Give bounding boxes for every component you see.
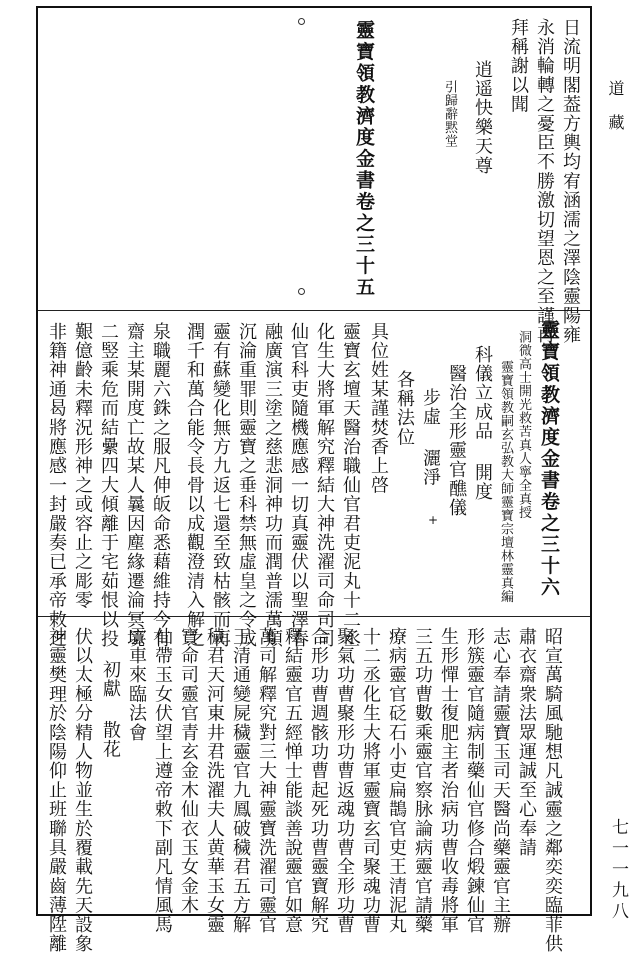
text-column: 齋主某開度亡故某人曩因塵緣遷淪冥境 xyxy=(124,322,145,649)
circle-mark xyxy=(298,288,305,295)
text-column: 化生大將軍解究釋結大神洗濯司命司司 xyxy=(314,322,335,649)
text-column: 萬司解釋究對三大神靈寶洗濯司靈官 xyxy=(256,627,277,935)
text-column: 步虛 灑淨 xyxy=(420,388,441,487)
text-column: 靈寶玄壇天醫治職仙官君吏泥丸十二丞 xyxy=(340,322,361,649)
text-column: 潤千和萬合能令長骨以成觀澄清入解之 xyxy=(184,322,205,649)
text-column: 洞微高士開光救苦真人寧全真授 xyxy=(516,330,531,519)
text-column: 拜稱謝以聞 xyxy=(508,18,529,114)
text-column: 昭宣萬騎風馳想凡誠靈之鄰奕奕臨菲供 xyxy=(542,627,563,953)
text-column: 伏以太極分精人物並生於覆載先天設象 xyxy=(72,627,93,953)
text-column: 醫治全形靈官醮儀 xyxy=(446,364,467,518)
text-column: 初獻 散花 xyxy=(100,660,121,759)
text-column: 各稱法位 xyxy=(394,370,415,447)
text-column: 生形憚士復肥主者治病功曹收毒將軍 xyxy=(438,627,459,935)
text-column: 融廣演三塗之慈悲洞神功而潤普濡萬類 xyxy=(262,322,283,649)
circle-mark xyxy=(298,18,305,25)
cross-mark: + xyxy=(428,513,439,527)
text-column: 艱億齡未釋況形神之或容止之彫零 xyxy=(72,322,93,610)
text-column: 療病靈官砭石小吏扁鵲官吏王清泥丸 xyxy=(386,627,407,935)
text-column: 穢君天河東井君洗濯夫人黄華玉女靈 xyxy=(204,627,225,935)
text-column: 志心奉請靈寶玉司天醫尚藥靈官主辦 xyxy=(490,627,511,935)
text-column: 釋結靈官五經惮士能談善說靈官如意 xyxy=(282,627,303,935)
text-column: 仙帶玉女伏望上遵帝敕下副凡情風馬 xyxy=(152,627,173,935)
text-column: 引歸辭黙堂 xyxy=(442,80,457,148)
chapter-title: 靈寶領教濟度金書卷之三十五 xyxy=(353,20,375,299)
text-column: 沉淪重罪則靈寶之垂科禁無虛皇之令成 xyxy=(236,322,257,649)
text-column: 二竪乘危而結纍四大傾離于宅茹恨以投 xyxy=(98,322,119,649)
section-divider-top xyxy=(38,310,590,311)
text-column: 逍遥快樂天尊 xyxy=(472,60,493,176)
text-column: 靈有蘇變化無方九返七還至致枯骸而再 xyxy=(210,322,231,649)
text-column: 仙官科吏隨機應感一切真靈伏以聖澤春 xyxy=(288,322,309,649)
text-column: 十二丞化生大將軍靈寶玄司聚魂功曹 xyxy=(360,627,381,935)
text-column: 永消輪轉之憂臣不勝激切望恩之至謹再 xyxy=(534,18,555,345)
text-column: 日流明閣葢方輿均宥涵濡之澤陰靈陽雍 xyxy=(560,18,581,345)
text-column: 科儀立成品 開度 xyxy=(472,345,493,502)
text-column: 具位姓某謹焚香上啓 xyxy=(368,322,389,495)
text-column: 三五功曹數乘靈官察脉論病靈官請藥 xyxy=(412,627,433,935)
text-column: 肅衣齋衆法眾運誠至心奉請 xyxy=(516,627,537,858)
text-column: 靈寶領教嗣玄弘教大師靈寶宗壇林靈真編 xyxy=(498,360,513,603)
chapter-title: 靈寶領教濟度金書卷之三十六 xyxy=(538,320,560,599)
text-column: 雲車來臨法會 xyxy=(126,627,147,743)
text-column: 合形功曹週骸功曹起死功曹靈寶解究 xyxy=(308,627,329,935)
text-column: 形簇靈官隨病制藥仙官修合煅鍊仙官 xyxy=(464,627,485,935)
margin-page-number: 七一一九八 xyxy=(608,818,628,923)
text-column: 王清通變屍穢靈官九鳳破穢君五方解 xyxy=(230,627,251,935)
text-column: 聚氣功曹聚形功曹返魂功曹全形功曹 xyxy=(334,627,355,935)
text-column: 神靈樊理於陰陽仰止班聯具嚴齒薄陞離 xyxy=(46,627,67,953)
text-column: 寶命司靈官青玄金木仙衣玉女金木 xyxy=(178,627,199,915)
margin-label-daozang: 道藏 xyxy=(606,80,625,148)
text-column: 泉職麗六銖之服凡伸皈命悉藉維持今有 xyxy=(150,322,171,649)
text-column: 非籍神通曷將應感一封嚴奏已承帝敕之 xyxy=(46,322,67,649)
